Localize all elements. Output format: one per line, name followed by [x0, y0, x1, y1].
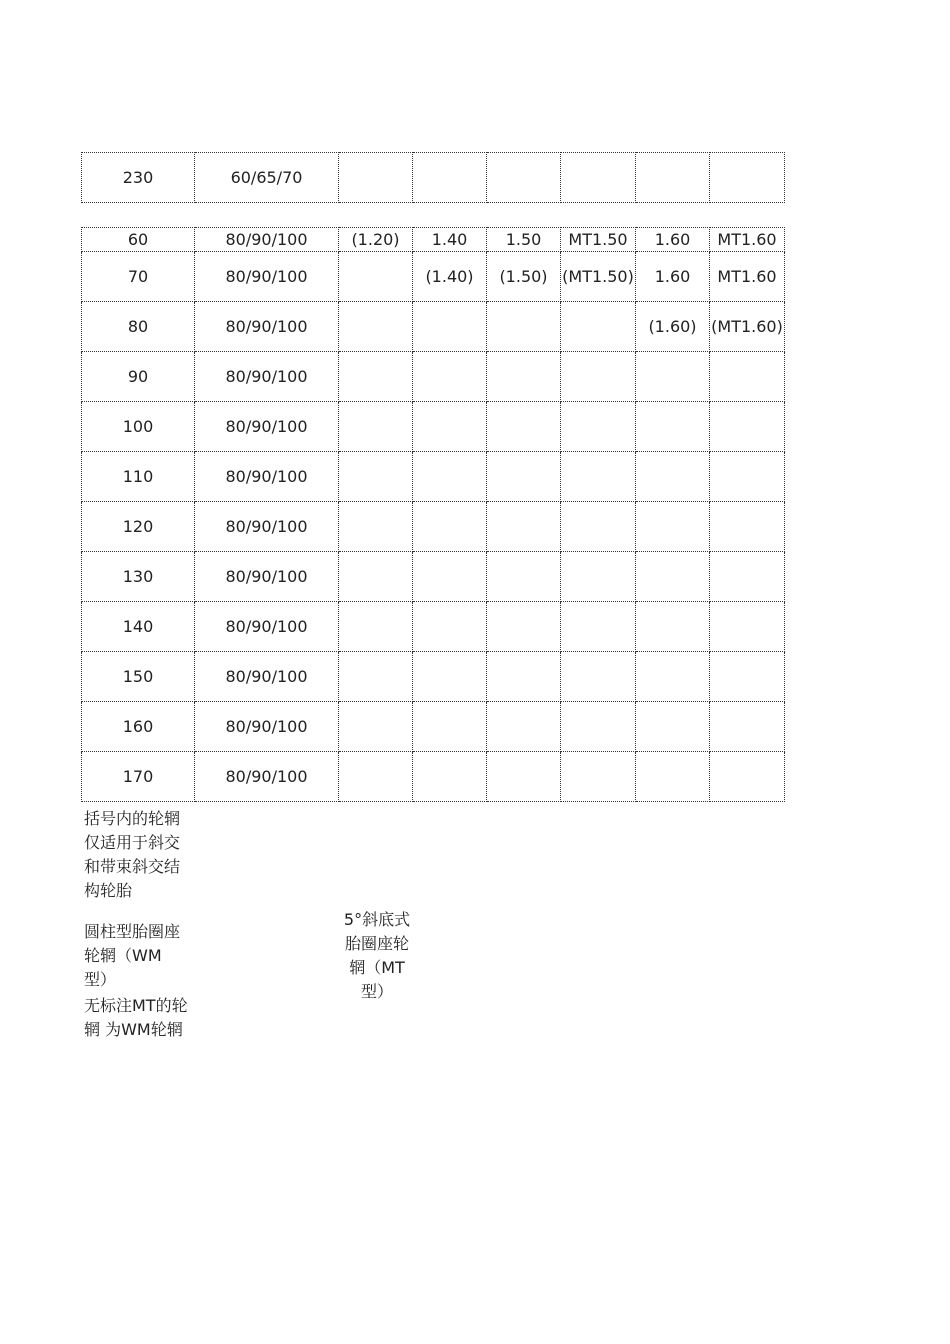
table-cell — [413, 452, 487, 502]
table-cell — [710, 702, 785, 752]
table-cell — [487, 652, 561, 702]
table-cell: 170 — [82, 752, 195, 802]
table-cell — [487, 502, 561, 552]
table-cell — [636, 752, 710, 802]
table-cell — [487, 602, 561, 652]
table-row — [82, 352, 785, 402]
table-cell: 150 — [82, 652, 195, 702]
table-cell: 80/90/100 — [195, 702, 339, 752]
table-cell — [413, 302, 487, 352]
table-cell — [561, 302, 636, 352]
table-cell: 120 — [82, 502, 195, 552]
table-cell — [413, 352, 487, 402]
table-cell: 80/90/100 — [195, 228, 339, 252]
table-cell: (1.40) — [413, 252, 487, 302]
table-cell — [561, 702, 636, 752]
table-row — [82, 652, 785, 702]
table-cell — [339, 502, 413, 552]
table-cell — [636, 702, 710, 752]
table-cell — [339, 552, 413, 602]
table-cell: MT1.50 — [561, 228, 636, 252]
table-cell: 60 — [82, 228, 195, 252]
table-cell: (MT1.50) — [561, 252, 636, 302]
table-cell — [561, 153, 636, 203]
mt-rim-note: 5°斜底式胎圈座轮辋（MT型） — [343, 910, 411, 1001]
table-cell: 160 — [82, 702, 195, 752]
table-cell — [710, 452, 785, 502]
table-cell: 230 — [82, 153, 195, 203]
table-cell — [636, 153, 710, 203]
table-cell — [487, 352, 561, 402]
table-cell: MT1.60 — [710, 252, 785, 302]
table-cell: 80/90/100 — [195, 552, 339, 602]
table-cell — [413, 402, 487, 452]
table-cell: 80/90/100 — [195, 652, 339, 702]
table-cell — [339, 702, 413, 752]
table-cell — [710, 352, 785, 402]
table-cell: 90 — [82, 352, 195, 402]
table-cell: 1.50 — [487, 228, 561, 252]
table-cell — [561, 602, 636, 652]
table-cell: 80/90/100 — [195, 352, 339, 402]
table-cell — [636, 352, 710, 402]
table-cell — [339, 402, 413, 452]
table-cell — [413, 602, 487, 652]
table-cell — [710, 502, 785, 552]
table-cell — [413, 702, 487, 752]
table-cell — [636, 502, 710, 552]
table-cell: (1.60) — [636, 302, 710, 352]
table-cell — [339, 452, 413, 502]
table-cell — [636, 602, 710, 652]
table-cell — [710, 552, 785, 602]
table-cell: (MT1.60) — [710, 302, 785, 352]
table-cell — [487, 702, 561, 752]
table-cell — [413, 552, 487, 602]
table-cell: 1.60 — [636, 228, 710, 252]
table-cell — [561, 652, 636, 702]
table-cell: (1.50) — [487, 252, 561, 302]
table-cell: (1.20) — [339, 228, 413, 252]
table-cell — [561, 402, 636, 452]
table-cell — [339, 352, 413, 402]
table-cell: 70 — [82, 252, 195, 302]
table-cell: 80/90/100 — [195, 602, 339, 652]
table-cell — [487, 402, 561, 452]
table-cell — [561, 452, 636, 502]
table-cell — [710, 752, 785, 802]
table-cell — [636, 402, 710, 452]
table-cell: 80/90/100 — [195, 302, 339, 352]
table-row — [82, 252, 785, 302]
table-cell — [636, 452, 710, 502]
table-cell — [561, 552, 636, 602]
table-cell: 130 — [82, 552, 195, 602]
table-cell — [339, 652, 413, 702]
table-cell: 80 — [82, 302, 195, 352]
table-cell: 140 — [82, 602, 195, 652]
wm-rim-note: 圆柱型胎圈座轮辋（WM型） — [84, 922, 181, 989]
table-cell — [710, 402, 785, 452]
top-rim-table — [81, 152, 785, 203]
table-cell — [339, 602, 413, 652]
table-cell: 80/90/100 — [195, 752, 339, 802]
table-cell — [487, 552, 561, 602]
unmarked-rim-note: 无标注MT的轮辋 为WM轮辋 — [84, 996, 188, 1039]
table-row — [82, 153, 785, 203]
bracket-rim-note: 括号内的轮辋仅适用于斜交和带束斜交结构轮胎 — [84, 809, 181, 900]
table-cell — [561, 752, 636, 802]
table-cell — [339, 153, 413, 203]
table-cell: 80/90/100 — [195, 402, 339, 452]
table-cell: 80/90/100 — [195, 252, 339, 302]
table-cell — [487, 452, 561, 502]
table-cell — [487, 153, 561, 203]
table-cell — [561, 502, 636, 552]
table-cell: 100 — [82, 402, 195, 452]
table-row — [82, 702, 785, 752]
table-cell: 1.40 — [413, 228, 487, 252]
table-cell — [710, 652, 785, 702]
table-row — [82, 602, 785, 652]
table-cell — [487, 302, 561, 352]
table-cell — [413, 153, 487, 203]
table-cell: MT1.60 — [710, 228, 785, 252]
table-row — [82, 552, 785, 602]
table-cell — [339, 302, 413, 352]
table-cell: 110 — [82, 452, 195, 502]
table-cell — [413, 652, 487, 702]
rim-size-table — [81, 227, 785, 802]
table-cell — [561, 352, 636, 402]
table-cell: 60/65/70 — [195, 153, 339, 203]
table-cell: 80/90/100 — [195, 452, 339, 502]
table-row — [82, 752, 785, 802]
table-cell — [636, 552, 710, 602]
table-cell: 80/90/100 — [195, 502, 339, 552]
table-row — [82, 502, 785, 552]
table-cell — [487, 752, 561, 802]
table-row — [82, 228, 785, 252]
table-cell: 1.60 — [636, 252, 710, 302]
table-cell — [339, 252, 413, 302]
table-cell — [636, 652, 710, 702]
table-row — [82, 302, 785, 352]
table-cell — [710, 153, 785, 203]
table-cell — [710, 602, 785, 652]
table-row — [82, 402, 785, 452]
table-row — [82, 452, 785, 502]
table-cell — [339, 752, 413, 802]
table-cell — [413, 502, 487, 552]
table-cell — [413, 752, 487, 802]
